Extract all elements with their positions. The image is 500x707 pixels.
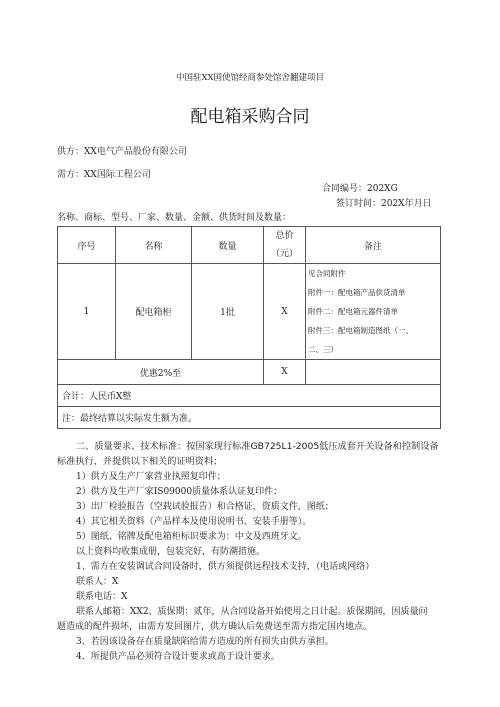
total-row — [58, 385, 441, 407]
body-line: 1）供方及生产厂家营业执照复印件； — [76, 472, 226, 482]
discount-notes — [306, 360, 441, 385]
header-seq: 序号 — [58, 227, 116, 264]
header-price-line2: （元） — [270, 249, 298, 259]
header-name: 名称 — [116, 227, 192, 264]
total-amount: 合计：人民币X整 — [58, 385, 441, 407]
buyer-line: 需方：XX国际工程公司 — [57, 170, 151, 180]
body-line: 联系人：X — [76, 577, 119, 587]
body-line: 4、所提供产品必须符合设计要求或高于设计要求。 — [76, 652, 280, 662]
cell-notes — [306, 264, 441, 360]
contract-title: 配电箱采购合同 — [190, 107, 310, 127]
sign-date: 签订时间：202X年月日 — [336, 199, 432, 209]
quality-heading-cont: 标准执行，并提供以下相关的证明资料； — [57, 456, 223, 467]
quality-heading: 二、质量要求、技术标准：按国家现行标准GB725L1-2005低压成套开关设备和控制设备 — [76, 441, 439, 452]
note-line: 附件一：配电箱产品供货清单 — [308, 288, 406, 297]
note-line: 二、三） — [308, 345, 338, 354]
discount-row — [58, 360, 441, 385]
cell-price: X — [264, 264, 306, 360]
body-line: 1、需方在安装调试合同设备时，供方须提供远程技术支持，（电话或网络） — [76, 562, 375, 572]
body-line: 联系人邮箱：XX2、质保期：贰年，从合同设备开始使用之日计起。质保期间，因质量问 — [76, 607, 428, 617]
header-price — [264, 227, 306, 264]
project-name: 中国驻XX国使馆经商参处馆舍翻建项目 — [175, 73, 325, 83]
header-qty: 数量 — [192, 227, 264, 264]
note-line: 附件三：配电箱制造图纸（一、 — [308, 326, 413, 335]
body-line: 题造成的配件损坏，由需方发回图片，供方确认后免费送至需方指定国内地点。 — [57, 622, 373, 632]
body-line: 5）图纸、铭牌及配电箱柜标识要求为：中文及西班牙文。 — [76, 532, 307, 542]
items-table — [57, 226, 441, 429]
header-notes: 备注 — [306, 227, 441, 264]
body-line: 2）供方及生产厂家IS09000质量体系认证复印件； — [76, 487, 283, 497]
items-intro: 名称、商标、型号、厂家、数量、金额、供货时间及数量： — [57, 213, 292, 223]
note-line: 见合同附件 — [308, 269, 346, 278]
cell-qty: 1批 — [192, 264, 264, 360]
body-line: 4）其它相关资料（产品样本及使用说明书、安装手册等）。 — [76, 517, 312, 527]
cell-seq: 1 — [58, 264, 116, 360]
supplier-line: 供方：XX电气产品股份有限公司 — [57, 147, 187, 157]
body-line: 以上资料均收集成册，包装完好，有防潮措施。 — [76, 547, 266, 557]
body-line: 3、若因该设备存在质量缺陷给需方造成的所有损失由供方承担。 — [76, 637, 334, 647]
discount-price: X — [264, 360, 306, 385]
header-price-line1: 总价 — [275, 231, 294, 241]
discount-label: 优惠2%至 — [58, 360, 264, 385]
table-header-row — [58, 227, 441, 264]
remark: 注：最终结算以实际发生额为准。 — [58, 407, 441, 429]
body-line: 3）出厂检验报告（空载试验报告）和合格证，资质文件，图纸； — [76, 502, 334, 512]
body-line: 联系电话：X — [76, 592, 128, 602]
cell-name: 配电箱柜 — [116, 264, 192, 360]
table-row — [58, 264, 441, 360]
contract-number: 合同编号：202XG — [322, 184, 398, 194]
note-line: 附件二：配电箱元器件清单 — [308, 307, 398, 316]
remark-row — [58, 407, 441, 429]
